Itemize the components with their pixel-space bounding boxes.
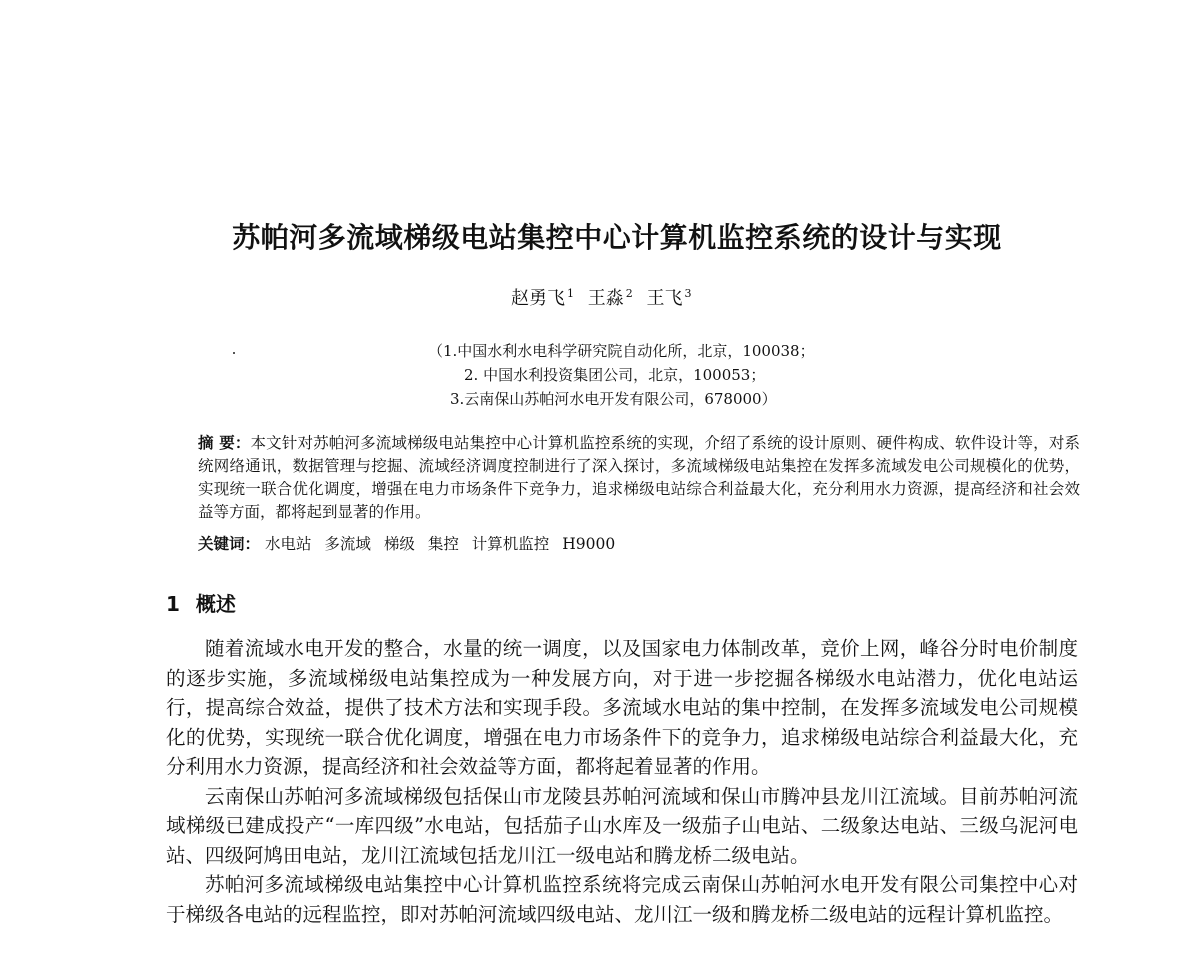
paragraph: 随着流域水电开发的整合，水量的统一调度，以及国家电力体制改革，竞价上网，峰谷分时电价制度的逐步实施，多流域梯级电站集控成为一种发展方向，对于进一步挖掘各梯级水电站潜力，优化电站运行，提高综合效益，提供了技术方法和实现手段。多流域水电站的集中控制，在发挥多流域发电公司规模化的优势，实现统一联合优化调度，增强在电力市场条件下的竞争力，追求梯级电站综合利益最大化，充分利用水力资源，提高经济和社会效益等方面，都将起着显著的作用。	[166, 637, 1078, 778]
affiliation-2: 2. 中国水利投资集团公司，北京，100053；	[464, 366, 766, 384]
scan-speck	[233, 352, 235, 354]
paper-title: 苏帕河多流域梯级电站集控中心计算机监控系统的设计与实现	[232, 221, 1002, 254]
keyword: 计算机监控	[471, 535, 550, 553]
author-name: 王飞	[646, 288, 683, 309]
author	[646, 288, 691, 309]
author-list	[511, 284, 699, 310]
author	[511, 288, 574, 309]
author-affiliation-mark: 1	[567, 287, 574, 300]
keywords	[198, 532, 623, 554]
keyword: 梯级	[383, 535, 415, 553]
section-body	[166, 634, 1078, 929]
author-affiliation-mark: 3	[684, 287, 692, 300]
abstract	[198, 432, 1080, 524]
author-name: 赵勇飞	[511, 288, 565, 309]
section-number: 1	[166, 592, 180, 616]
keywords-label: 关键词：	[198, 535, 261, 553]
section-heading	[166, 588, 236, 617]
abstract-label: 摘 要：	[198, 434, 251, 452]
author-affiliation-mark: 2	[625, 287, 633, 300]
affiliation-3: 3.云南保山苏帕河水电开发有限公司，678000）	[450, 390, 777, 408]
abstract-text: 本文针对苏帕河多流域梯级电站集控中心计算机监控系统的实现，介绍了系统的设计原则、硬件构成、软件设计等，对系统网络通讯，数据管理与挖掘、流域经济调度控制进行了深入探讨，多流域梯级电站集控在发挥多流域发电公司规模化的优势，实现统一联合优化调度，增强在电力市场条件下竞争力，追求梯级电站综合利益最大化，充分利用水力资源，提高经济和社会效益等方面，都将起到显著的作用。	[198, 434, 1080, 521]
paragraph: 苏帕河多流域梯级电站集控中心计算机监控系统将完成云南保山苏帕河水电开发有限公司集控中心对于梯级各电站的远程监控，即对苏帕河流域四级电站、龙川江一级和腾龙桥二级电站的远程计算机监控。	[166, 873, 1078, 926]
author	[588, 288, 633, 309]
paragraph: 云南保山苏帕河多流域梯级包括保山市龙陵县苏帕河流域和保山市腾冲县龙川江流域。目前苏帕河流域梯级已建成投产“一库四级”水电站，包括茄子山水库及一级茄子山电站、二级象达电站、三级乌泥河电站、四级阿鸠田电站，龙川江流域包括龙川江一级电站和腾龙桥二级电站。	[166, 784, 1078, 867]
keyword: 水电站	[264, 535, 312, 553]
section-title: 概述	[195, 592, 236, 616]
keyword: H9000	[562, 535, 616, 553]
affiliation-1: （1.中国水利水电科学研究院自动化所，北京，100038；	[428, 342, 815, 360]
keyword: 多流域	[324, 535, 371, 553]
keyword: 集控	[427, 535, 459, 553]
author-name: 王淼	[587, 288, 624, 309]
